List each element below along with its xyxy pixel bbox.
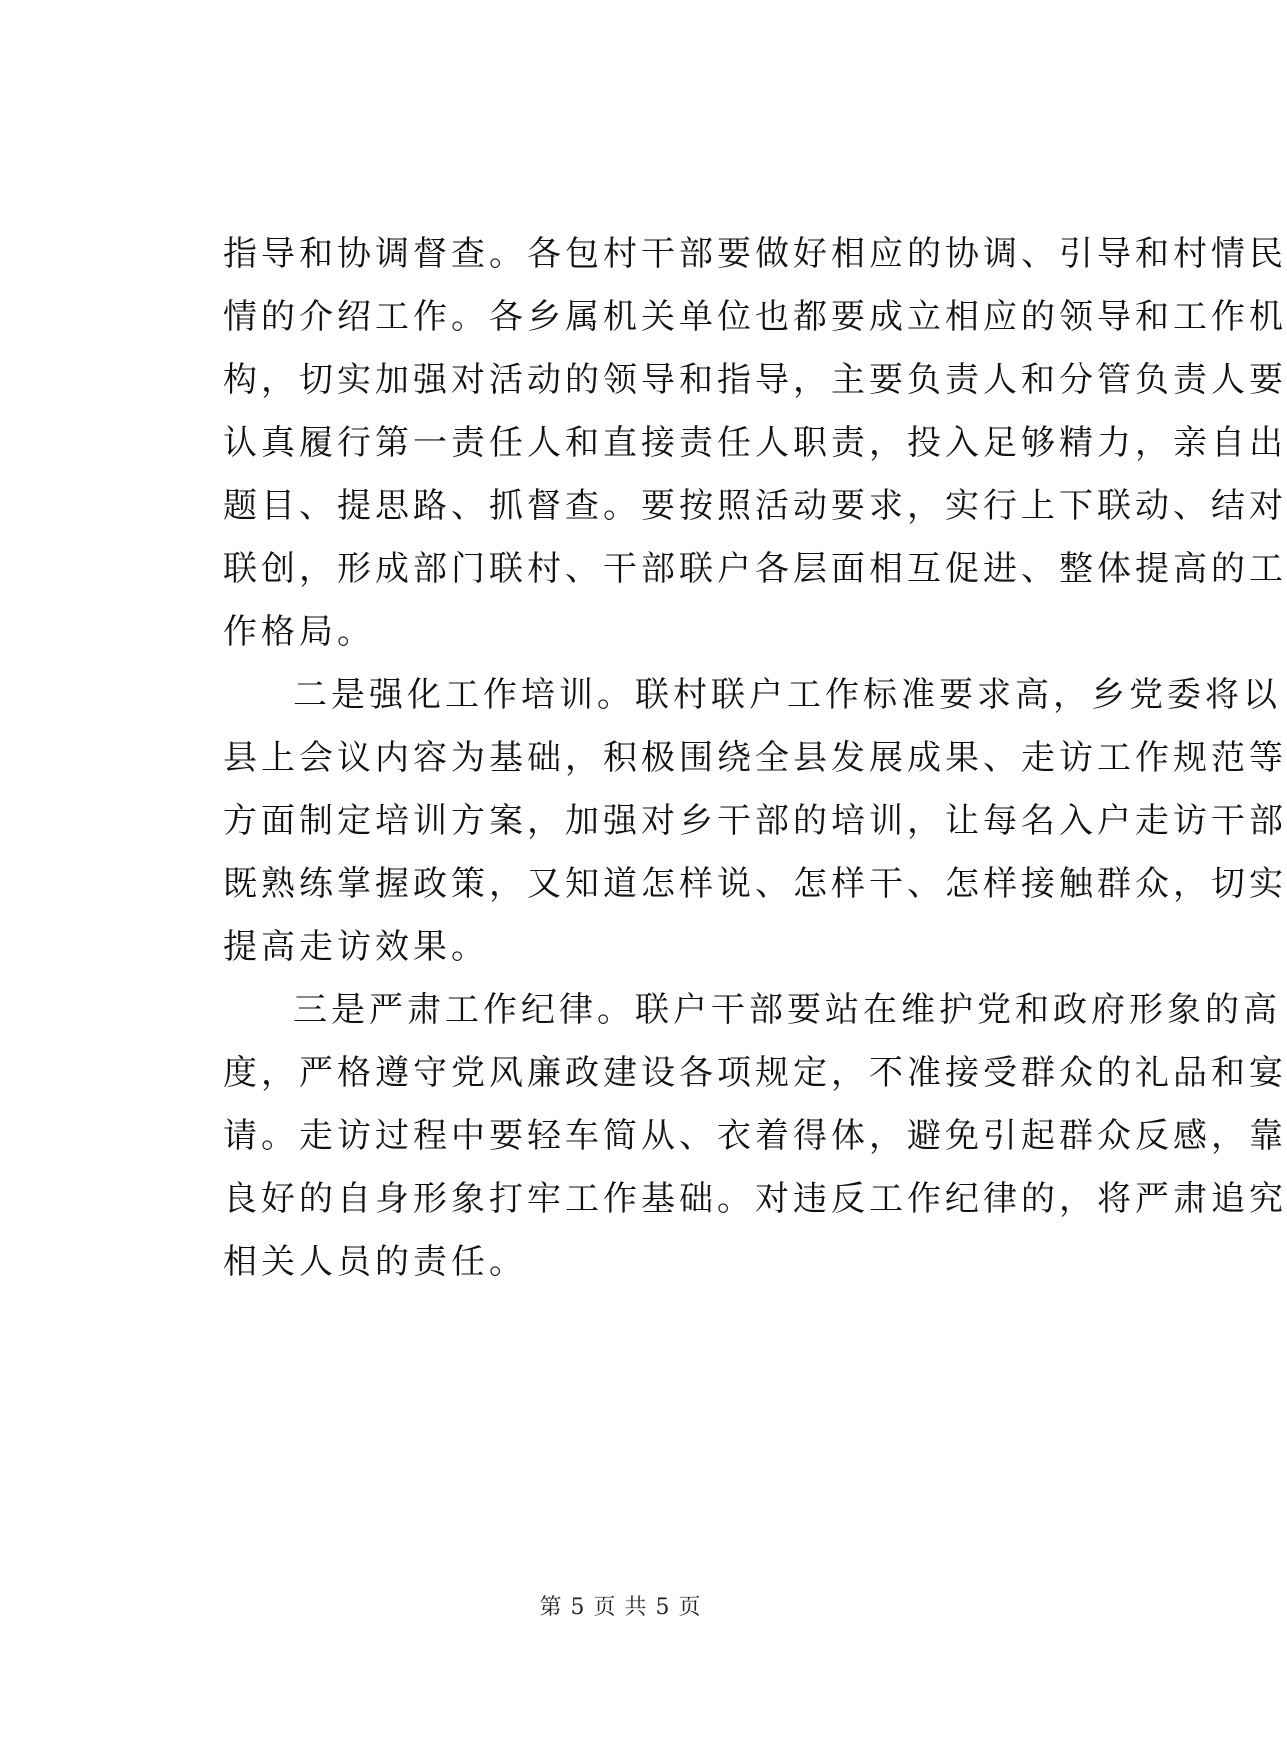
paragraph-2 — [223, 664, 1287, 979]
text-line: 认真履行第一责任人和直接责任人职责，投入足够精力，亲自出 — [223, 423, 1287, 463]
text-line: 县上会议内容为基础，积极围绕全县发展成果、走访工作规范等 — [223, 738, 1287, 778]
text-line: 提高走访效果。 — [223, 927, 489, 967]
paragraph-1 — [223, 223, 1287, 664]
text-line: 联创，形成部门联村、干部联户各层面相互促进、整体提高的工 — [223, 549, 1287, 589]
text-line: 既熟练掌握政策，又知道怎样说、怎样干、怎样接触群众，切实 — [223, 864, 1287, 904]
text-line: 方面制定培训方案，加强对乡干部的培训，让每名入户走访干部 — [223, 801, 1287, 841]
text-line: 题目、提思路、抓督查。要按照活动要求，实行上下联动、结对 — [223, 486, 1287, 526]
text-line: 指导和协调督查。各包村干部要做好相应的协调、引导和村情民 — [223, 234, 1287, 274]
text-line: 作格局。 — [223, 612, 375, 652]
page-number-footer: 第 5 页 共 5 页 — [539, 1595, 702, 1620]
text-line: 度，严格遵守党风廉政建设各项规定，不准接受群众的礼品和宴 — [223, 1053, 1287, 1093]
text-line: 二是强化工作培训。联村联户工作标准要求高，乡党委将以 — [293, 675, 1281, 715]
text-line: 良好的自身形象打牢工作基础。对违反工作纪律的，将严肃追究 — [223, 1179, 1287, 1219]
text-line: 情的介绍工作。各乡属机关单位也都要成立相应的领导和工作机 — [223, 297, 1287, 337]
text-line: 相关人员的责任。 — [223, 1242, 527, 1282]
document-body — [223, 223, 1287, 1294]
text-line: 构，切实加强对活动的领导和指导，主要负责人和分管负责人要 — [223, 360, 1287, 400]
text-line: 三是严肃工作纪律。联户干部要站在维护党和政府形象的高 — [293, 990, 1281, 1030]
paragraph-3 — [223, 979, 1287, 1294]
text-line: 请。走访过程中要轻车简从、衣着得体，避免引起群众反感，靠 — [223, 1116, 1287, 1156]
